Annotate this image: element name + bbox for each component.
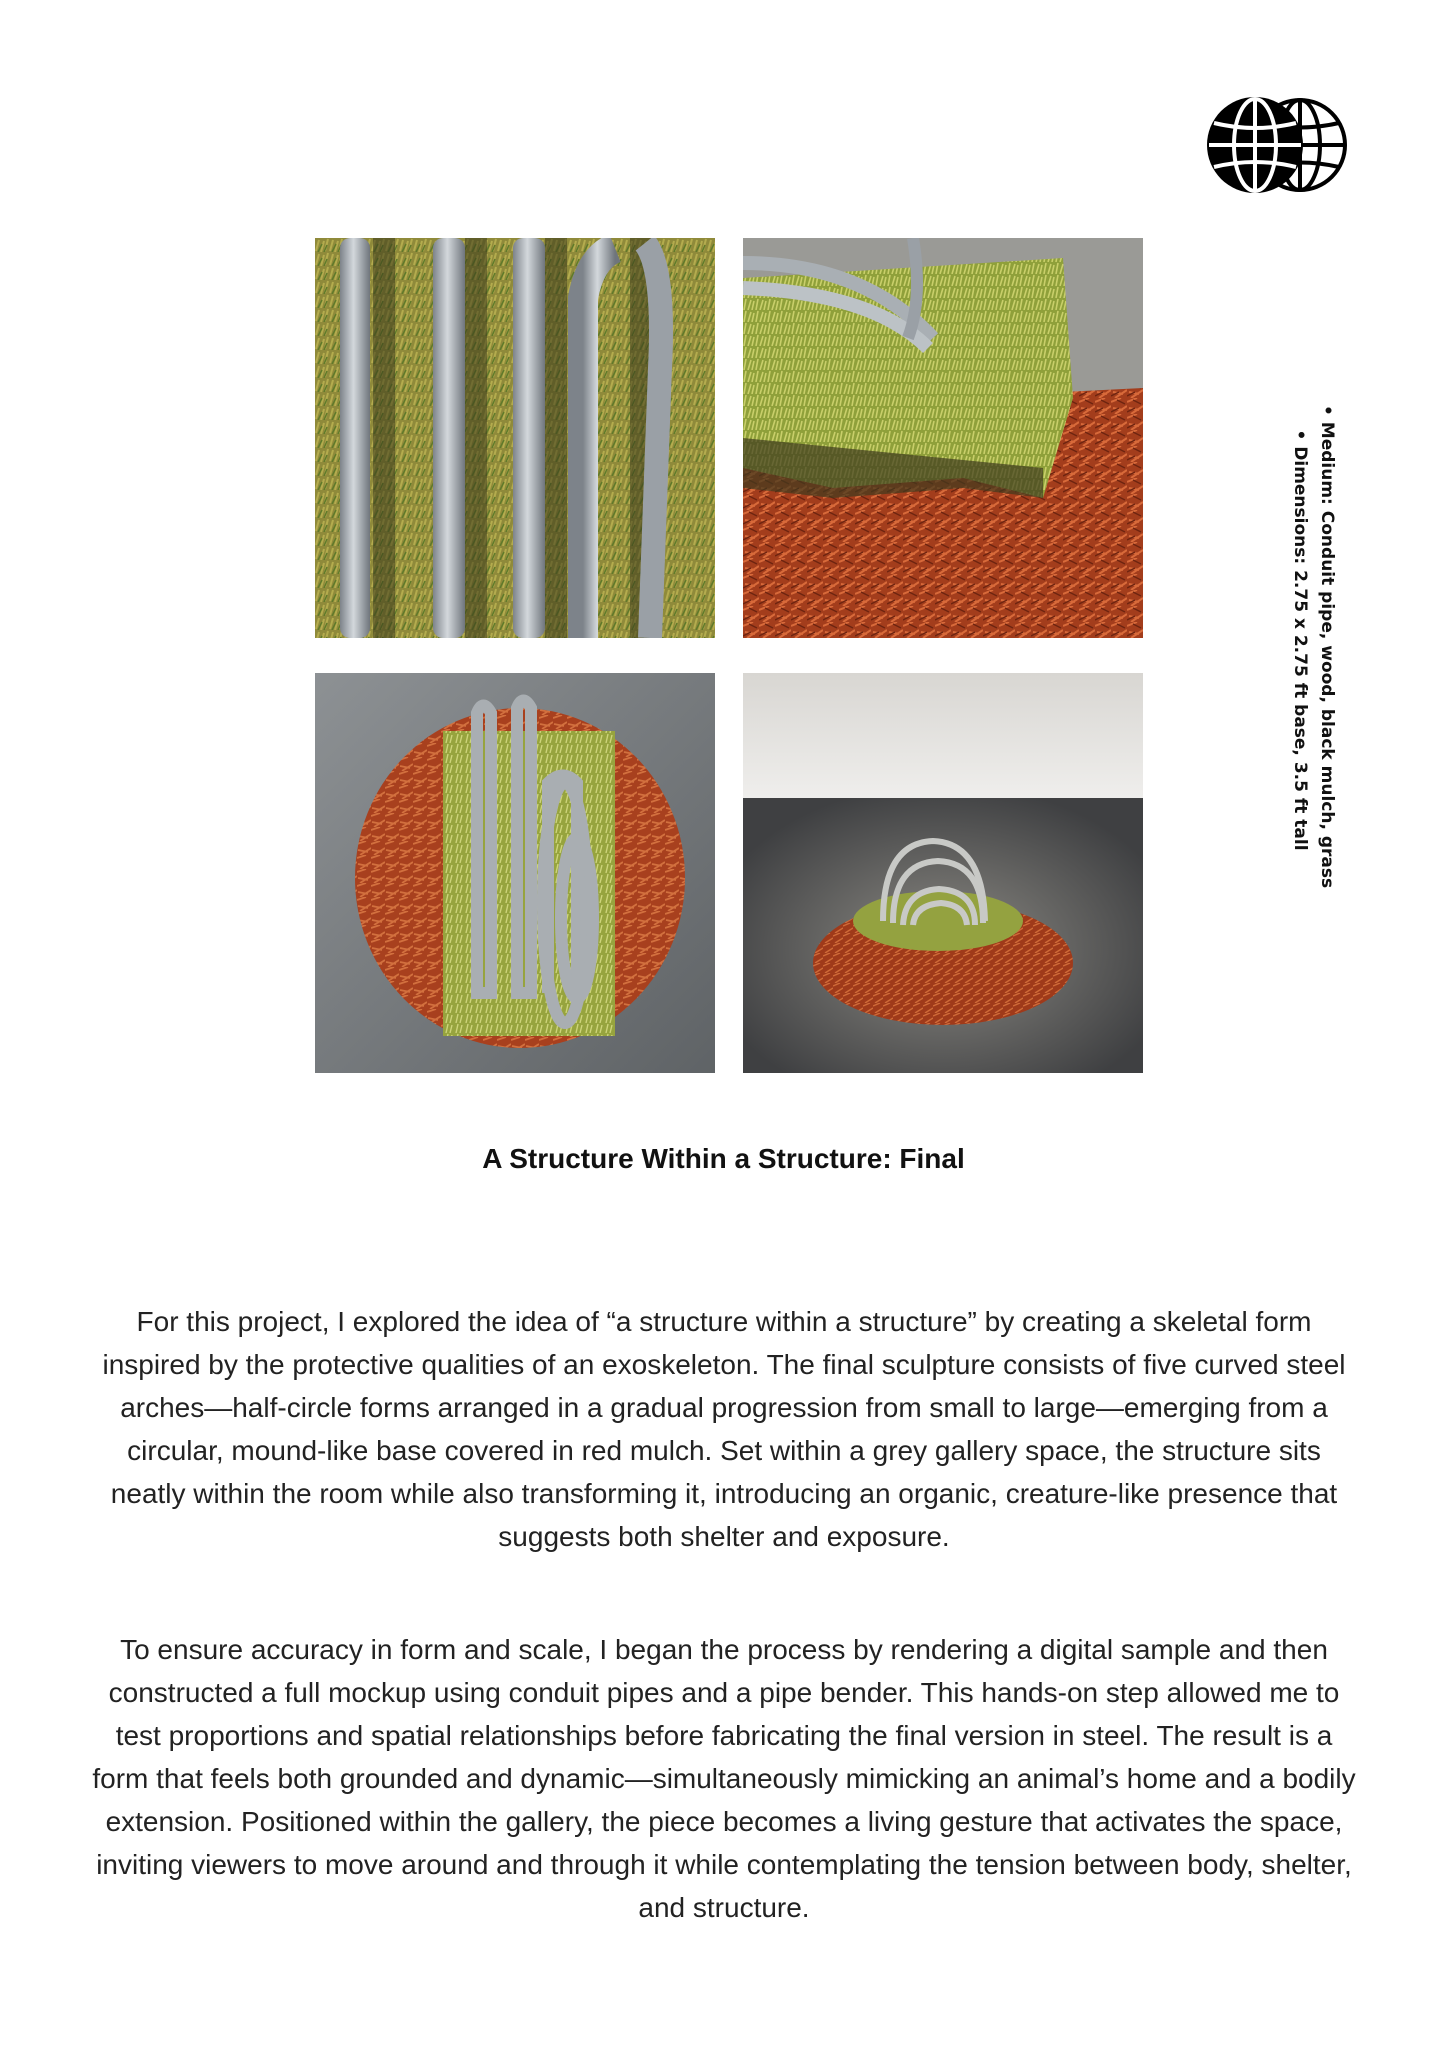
side-note-medium: • Medium: Conduit pipe, wood, black mulch, grass <box>1313 405 1340 875</box>
photo-grass-on-mulch <box>743 238 1143 638</box>
side-note-dimensions: • Dimensions: 2.75 x 2.75 ft base, 3.5 ft tall <box>1286 405 1313 875</box>
body-paragraph: For this project, I explored the idea of “a structure within a structure” by creating a skeletal form inspired by the protective qualities of an exoskeleton. The final sculpture consists of five curved steel arches—half-circle forms arranged in a gradual progression from small to large—emerging from a circular, mound-like base covered in red mulch. Set within a grey gallery space, the structure sits neatly within the room while also transforming it, introducing an organic, creature-like presence that suggests both shelter and exposure. <box>102 1306 1346 1552</box>
side-notes <box>1286 405 1340 889</box>
photo-sculpture-in-gallery <box>743 673 1143 1073</box>
photo-arches-over-grass-closeup <box>315 238 715 638</box>
photo-arches-over-grass <box>315 238 715 638</box>
body-paragraph: To ensure accuracy in form and scale, I began the process by rendering a digital sample and then constructed a full mockup using conduit pipes and a pipe bender. This hands-on step allowed me to test proportions and spatial relationships before fabricating the final version in steel. The result is a form that feels both grounded and dynamic—simultaneously mimicking an animal’s home and a bodily extension. Positioned within the gallery, the piece becomes a living gesture that activates the space, inviting viewers to move around and through it while contemplating the tension between body, shelter, and structure. <box>92 1634 1356 1923</box>
photo-gallery-view <box>743 673 1143 1073</box>
photo-grass-on-red-mulch-closeup <box>743 238 1143 638</box>
double-globe-icon <box>1205 90 1405 200</box>
photo-top-view <box>315 673 715 1073</box>
page-title: A Structure Within a Structure: Final <box>482 1143 965 1174</box>
double-globe-logo <box>1205 90 1405 200</box>
photo-top-view-arches-on-mound <box>315 673 715 1073</box>
side-notes-list <box>1286 405 1340 889</box>
